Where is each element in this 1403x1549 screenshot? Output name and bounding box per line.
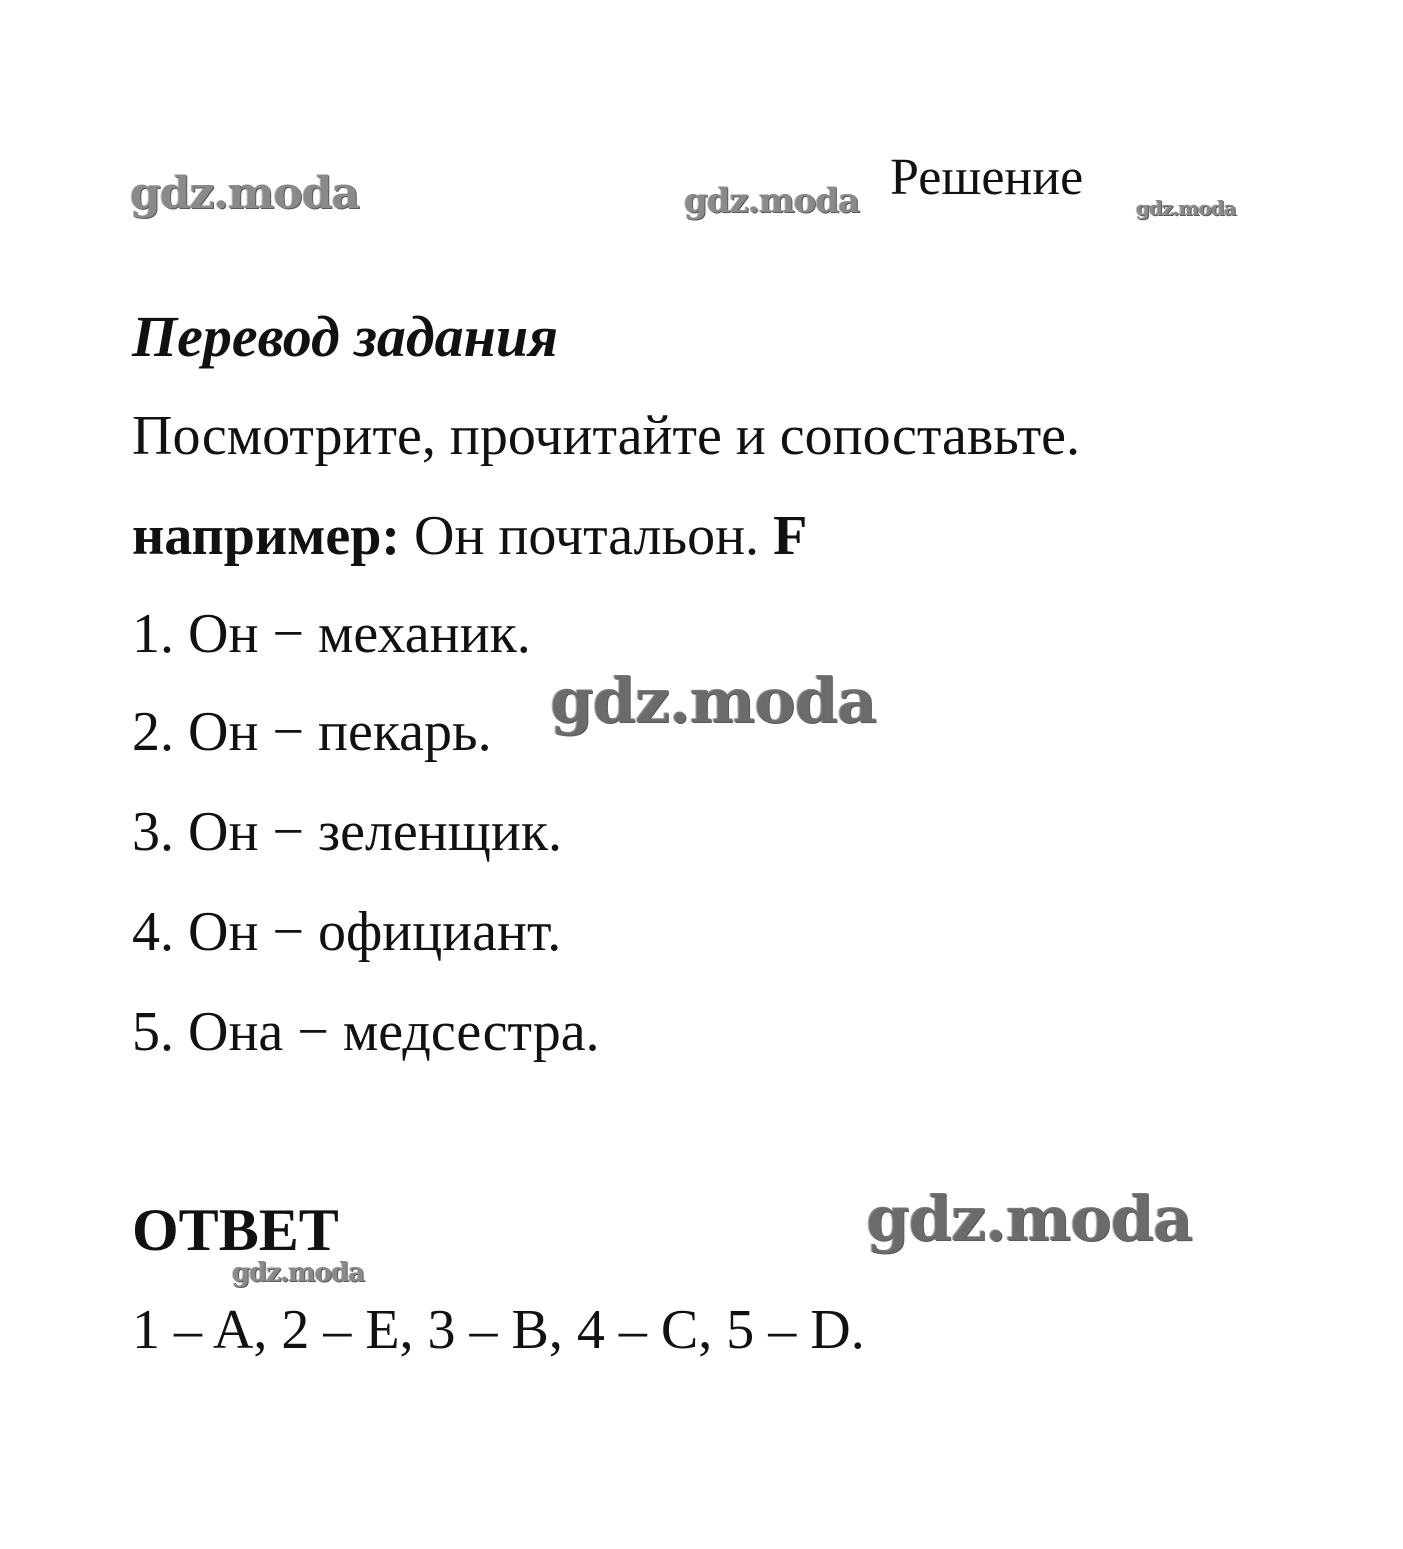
- list-item: 1. Он − механик.: [132, 603, 531, 665]
- watermark-logo: gdz.moda: [866, 1182, 1192, 1255]
- watermark-logo: gdz.moda: [232, 1258, 365, 1288]
- example-text: Он почтальон.: [400, 505, 774, 567]
- list-item: 5. Она − медсестра.: [132, 1001, 600, 1063]
- list-item: 4. Он − официант.: [132, 901, 562, 963]
- watermark-logo: gdz.moda: [550, 664, 876, 737]
- task-instruction: Посмотрите, прочитайте и сопоставьте.: [132, 405, 1081, 467]
- example-line: [132, 505, 808, 567]
- example-letter: F: [773, 505, 808, 567]
- list-item: 3. Он − зеленщик.: [132, 801, 563, 863]
- task-heading: Перевод задания: [132, 304, 558, 369]
- watermark-logo: gdz.moda: [1136, 196, 1236, 220]
- answer-text: 1 – A, 2 – E, 3 – B, 4 – C, 5 – D.: [132, 1299, 865, 1361]
- watermark-logo: gdz.moda: [684, 181, 860, 221]
- page-title: Решение: [890, 149, 1084, 206]
- list-item: 2. Он − пекарь.: [132, 701, 492, 763]
- watermark-logo: gdz.moda: [130, 168, 360, 219]
- example-label: например:: [132, 505, 400, 567]
- answer-heading: ОТВЕТ: [132, 1197, 339, 1263]
